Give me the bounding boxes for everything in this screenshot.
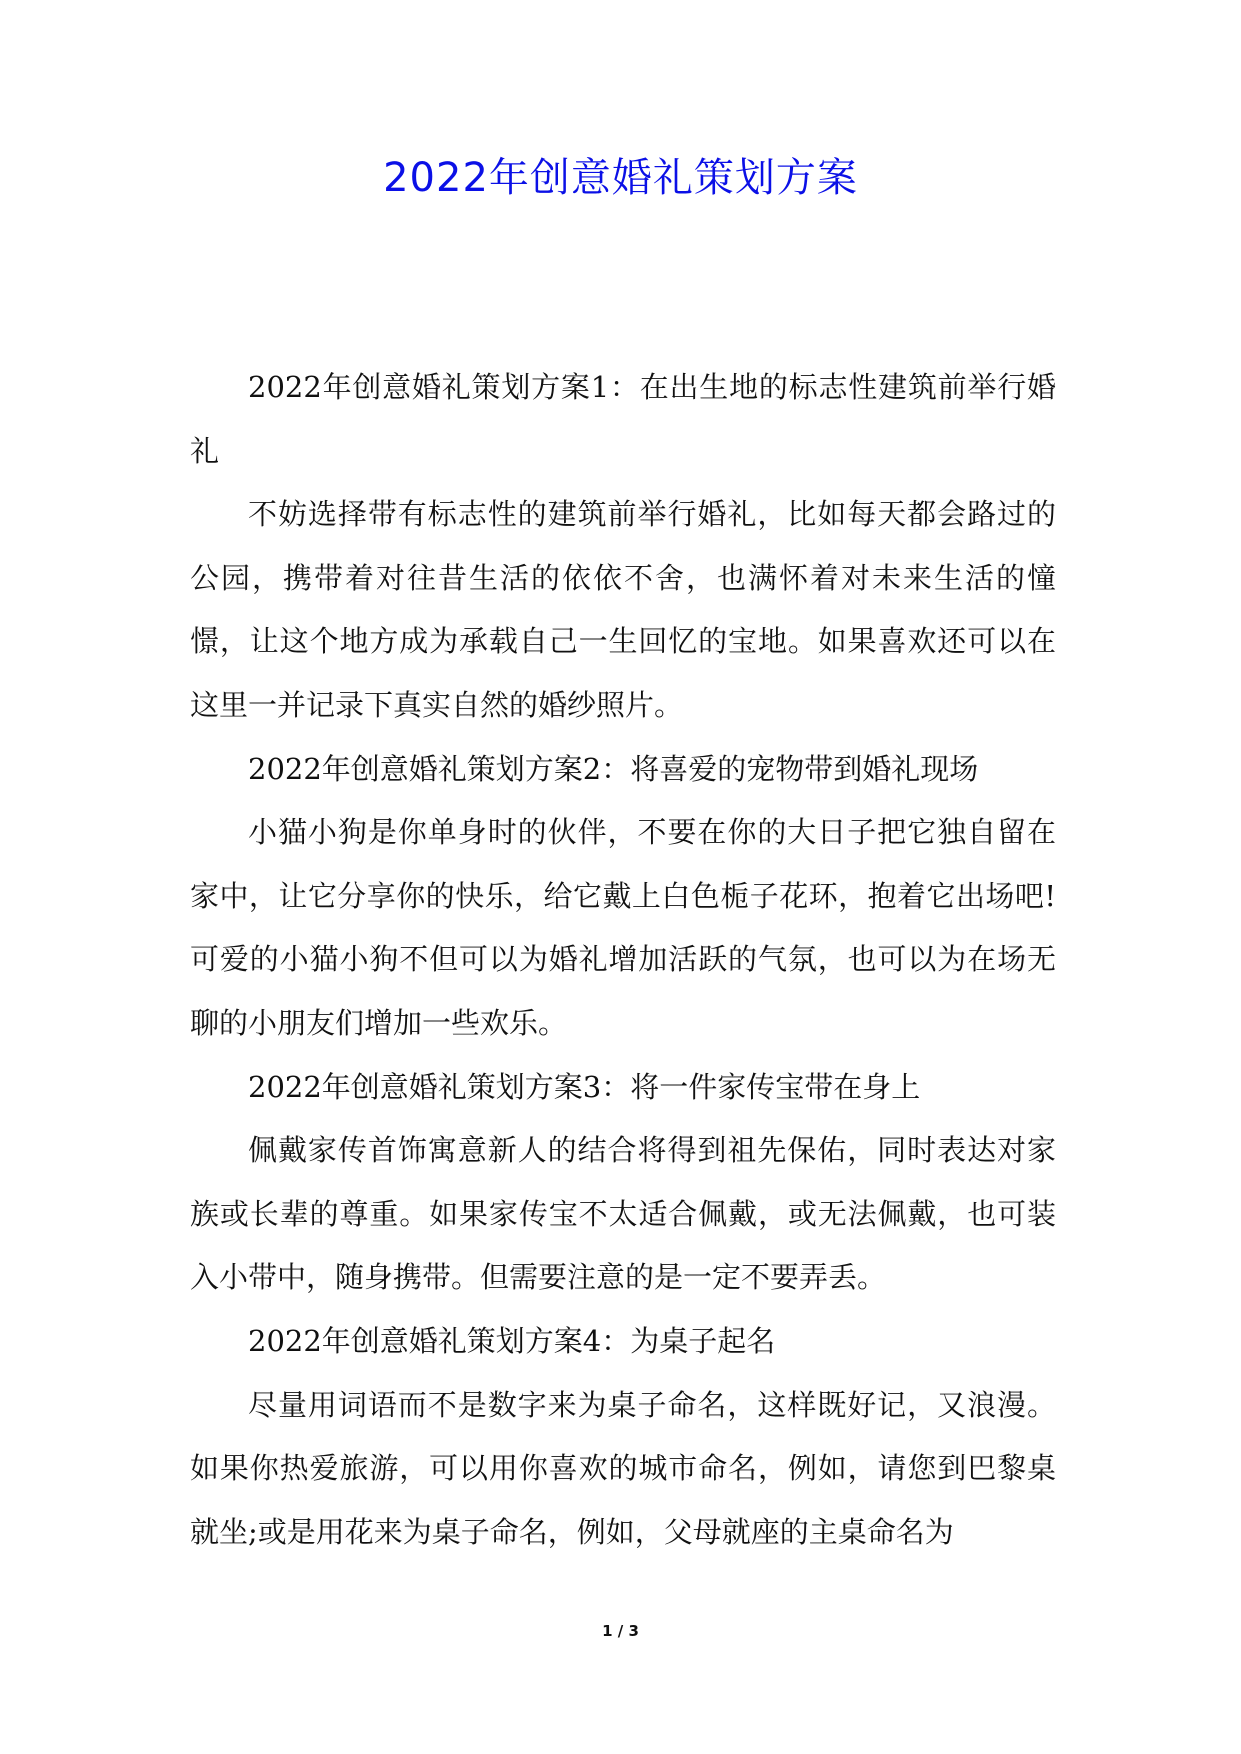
section-paragraph-2: 小猫小狗是你单身时的伙伴，不要在你的大日子把它独自留在家中，让它分享你的快乐，给它戴上白色栀子花环，抱着它出场吧!可爱的小猫小狗不但可以为婚礼增加活跃的气氛，也可以为在场无聊的小朋友们增加一些欢乐。 [190, 815, 1056, 1040]
section-paragraph-4: 尽量用词语而不是数字来为桌子命名，这样既好记，又浪漫。如果你热爱旅游，可以用你喜欢的城市命名，例如，请您到巴黎桌就坐;或是用花来为桌子命名，例如，父母就座的主桌命名为 [190, 1387, 1056, 1549]
section-paragraph-1: 不妨选择带有标志性的建筑前举行婚礼，比如每天都会路过的公园，携带着对往昔生活的依依不舍，也满怀着对未来生活的憧憬，让这个地方成为承载自己一生回忆的宝地。如果喜欢还可以在这里一并记录下真实自然的婚纱照片。 [190, 497, 1056, 722]
section-heading-3: 2022年创意婚礼策划方案3：将一件家传宝带在身上 [248, 1069, 921, 1104]
page-number: 1 / 3 [602, 1622, 639, 1640]
section-paragraph-3: 佩戴家传首饰寓意新人的结合将得到祖先保佑，同时表达对家族或长辈的尊重。如果家传宝不太适合佩戴，或无法佩戴，也可装入小带中，随身携带。但需要注意的是一定不要弄丢。 [190, 1133, 1056, 1295]
document-body [190, 356, 1056, 1564]
section-heading-2: 2022年创意婚礼策划方案2：将喜爱的宠物带到婚礼现场 [248, 751, 979, 786]
document-title: 2022年创意婚礼策划方案 [383, 155, 858, 201]
section-heading-1: 2022年创意婚礼策划方案1：在出生地的标志性建筑前举行婚礼 [190, 370, 1056, 468]
section-heading-4: 2022年创意婚礼策划方案4：为桌子起名 [248, 1323, 776, 1358]
